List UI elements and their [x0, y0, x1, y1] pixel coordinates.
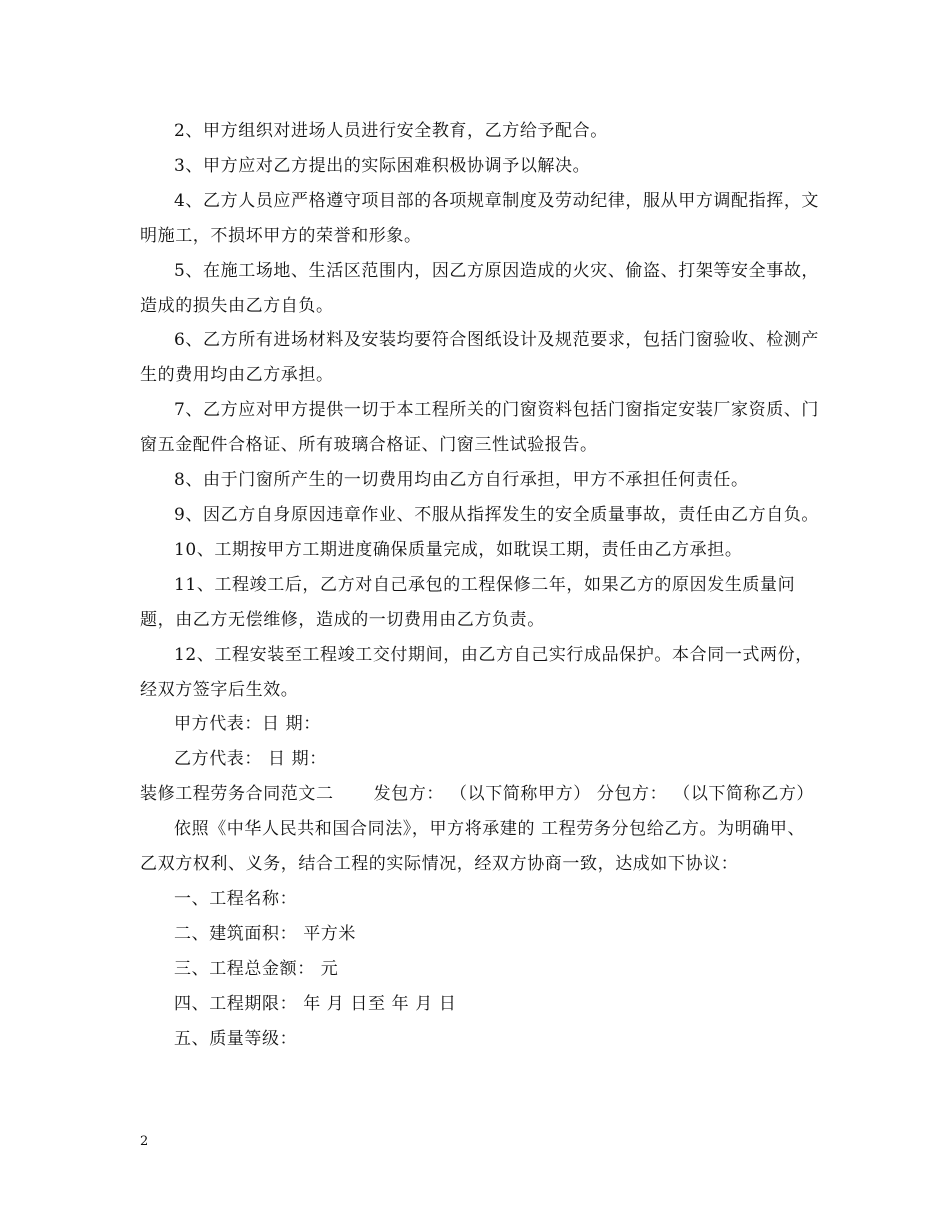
signature-party-a: 甲方代表：日 期： — [174, 714, 321, 735]
contract-heading-line — [140, 777, 820, 812]
document-body — [140, 114, 820, 1056]
item-total-amount: 三、工程总金额： 元 — [174, 958, 339, 979]
clause-12: 12、工程安装至工程竣工交付期间，由乙方自己实行成品保护。本合同一式两份，经双方签字后生效。 — [140, 644, 813, 700]
item-quality-grade: 五、质量等级： — [174, 1028, 298, 1049]
clause-8: 8、由于门窗所产生的一切费用均由乙方自行承担，甲方不承担任何责任。 — [174, 470, 749, 491]
clause-6: 6、乙方所有进场材料及安装均要符合图纸设计及规范要求，包括门窗验收、检测产生的费用均由乙方承担。 — [140, 330, 820, 386]
clause-2: 2、甲方组织对进场人员进行安全教育，乙方给予配合。 — [174, 121, 608, 141]
clause-9: 9、因乙方自身原因违章作业、不服从指挥发生的安全质量事故，责任由乙方自负。 — [174, 504, 820, 525]
section-title: 装修工程劳务合同范文二 — [140, 784, 334, 805]
item-project-name: 一、工程名称： — [174, 888, 298, 909]
item-building-area: 二、建筑面积： 平方米 — [174, 923, 357, 944]
signature-party-b: 乙方代表： 日 期： — [174, 749, 327, 770]
clause-10: 10、工期按甲方工期进度确保质量完成，如耽误工期，责任由乙方承担。 — [174, 539, 743, 560]
page-number: 2 — [140, 1134, 149, 1149]
clause-11: 11、工程竣工后，乙方对自己承包的工程保修二年，如果乙方的原因发生质量问题，由乙方无偿维修，造成的一切费用由乙方负责。 — [140, 574, 796, 630]
clause-4: 4、乙方人员应严格遵守项目部的各项规章制度及劳动纪律，服从甲方调配指挥，文明施工，不损坏甲方的荣誉和形象。 — [140, 190, 820, 246]
clause-5: 5、在施工场地、生活区范围内，因乙方原因造成的火灾、偷盗、打架等安全事故，造成的损失由乙方自负。 — [140, 260, 820, 316]
clause-7: 7、乙方应对甲方提供一切于本工程所关的门窗资料包括门窗指定安装厂家资质、门窗五金配件合格证、所有玻璃合格证、门窗三性试验报告。 — [140, 400, 820, 456]
item-project-period: 四、工程期限： 年 月 日至 年 月 日 — [174, 993, 457, 1014]
preamble: 依照《中华人民共和国合同法》，甲方将承建的 工程劳务分包给乙方。为明确甲、乙双方权利、义务，结合工程的实际情况，经双方协商一致，达成如下协议： — [140, 819, 806, 875]
parties-line: 发包方： （以下简称甲方） 分包方： （以下简称乙方） — [373, 784, 815, 805]
clause-3: 3、甲方应对乙方提出的实际困难积极协调予以解决。 — [174, 155, 591, 176]
